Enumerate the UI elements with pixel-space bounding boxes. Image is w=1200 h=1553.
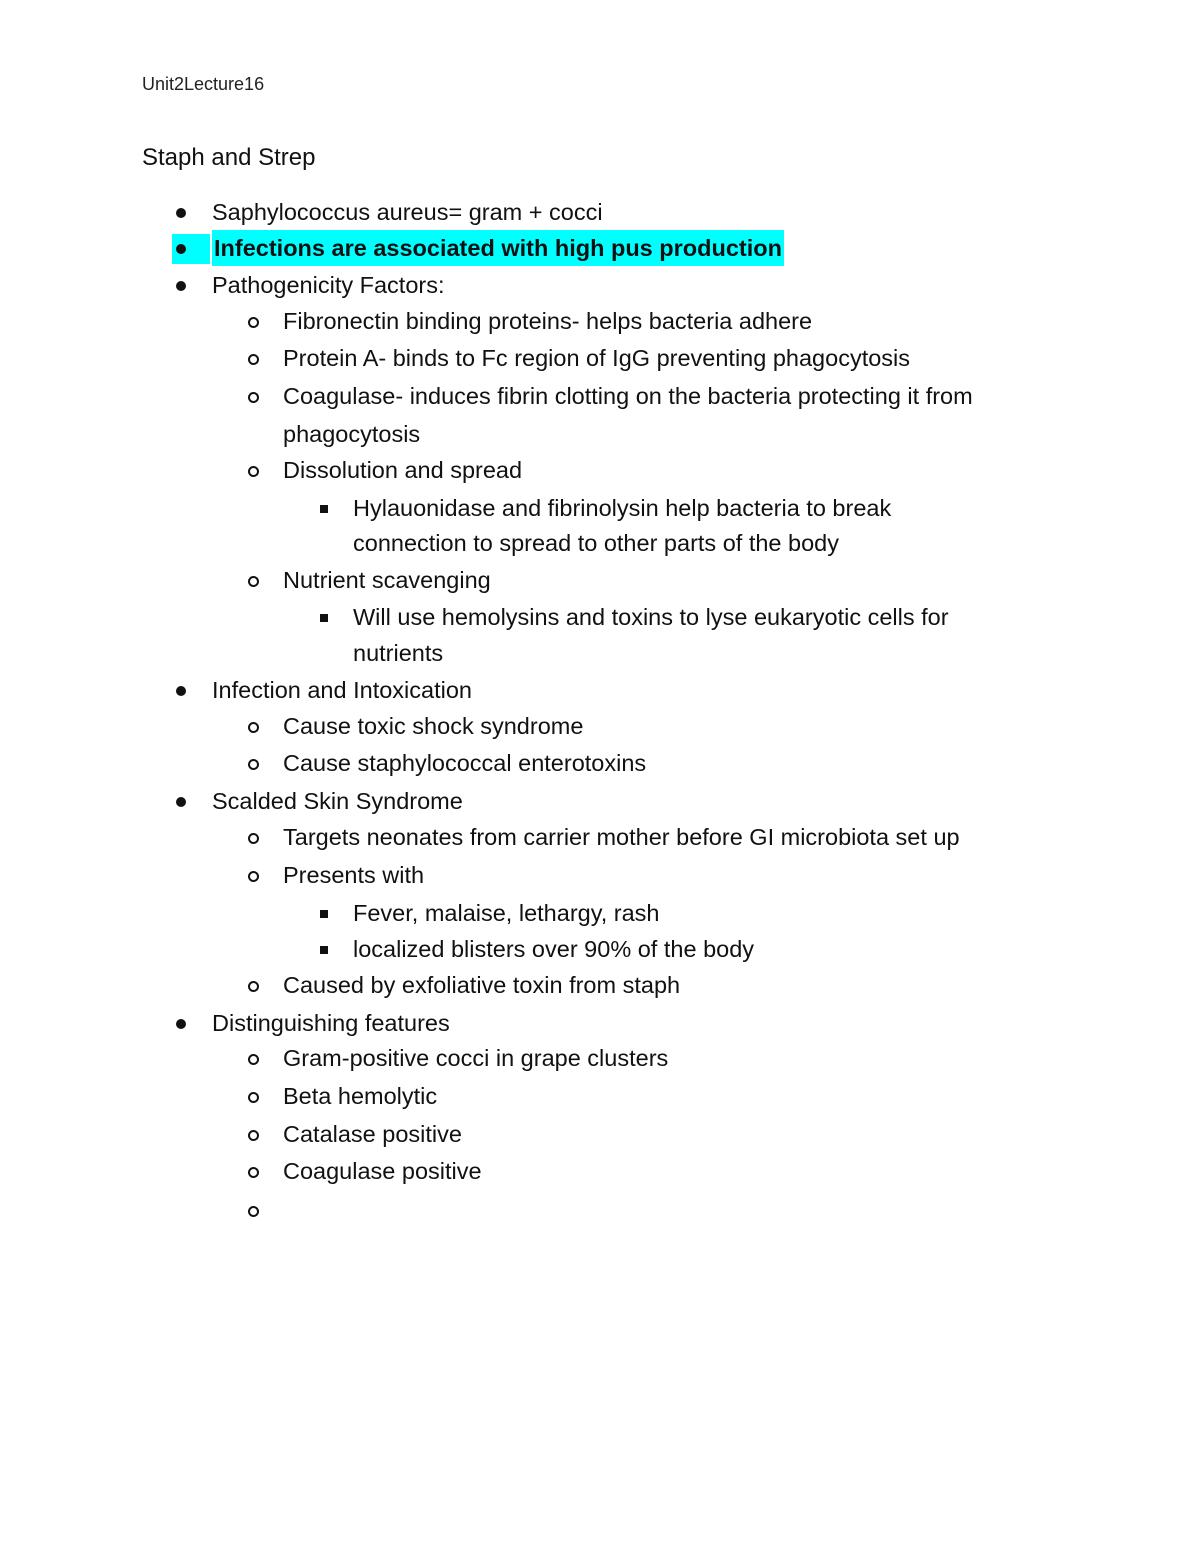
list-item [283, 857, 424, 893]
list-item-text: Catalase positive [283, 1121, 462, 1147]
highlighted-item-text: Infections are associated with high pus production [212, 230, 784, 266]
bullet-circle-icon [248, 1130, 259, 1141]
bullet-dot-icon [176, 244, 186, 254]
list-item [283, 452, 522, 488]
bullet-square-icon [320, 946, 328, 954]
list-item-text: Scalded Skin Syndrome [212, 788, 463, 814]
list-item [283, 1116, 462, 1152]
list-item-text: Caused by exfoliative toxin from staph [283, 972, 681, 998]
list-item-text: Presents with [283, 862, 425, 888]
list-item-text: Protein A- binds to Fc region of IgG preventing phagocytosis [283, 345, 911, 371]
list-item [283, 303, 812, 339]
bullet-circle-icon [248, 871, 259, 882]
list-item [283, 1078, 437, 1114]
list-item [283, 708, 583, 744]
section-title: Staph and Strep [142, 144, 316, 171]
list-item [212, 783, 463, 819]
bullet-circle-icon [248, 466, 259, 477]
list-item-text: Nutrient scavenging [283, 567, 491, 593]
list-item [283, 562, 491, 598]
list-item-text: Fibronectin binding proteins- helps bacteria adhere [283, 308, 813, 334]
list-item-text: Beta hemolytic [283, 1083, 438, 1109]
list-item-text: Pathogenicity Factors: [212, 272, 445, 298]
list-item-text: Targets neonates from carrier mother before GI microbiota set up [283, 824, 960, 850]
list-item-text: Cause toxic shock syndrome [283, 713, 584, 739]
bullet-circle-icon [248, 576, 259, 587]
list-item [212, 194, 603, 230]
list-item [212, 672, 472, 708]
list-item-text: nutrients [353, 640, 444, 666]
page-header: Unit2Lecture16 [142, 74, 265, 94]
list-item [353, 599, 949, 635]
list-item-continuation [283, 416, 420, 452]
list-item-text: Fever, malaise, lethargy, rash [353, 900, 660, 926]
bullet-dot-icon [176, 281, 186, 291]
list-item [283, 340, 910, 376]
bullet-circle-icon [248, 1054, 259, 1065]
bullet-circle-icon [248, 1092, 259, 1103]
bullet-circle-icon [248, 354, 259, 365]
bullet-dot-icon [176, 797, 186, 807]
list-item [212, 230, 784, 266]
bullet-dot-icon [176, 1019, 186, 1029]
list-item-text: Will use hemolysins and toxins to lyse eukaryotic cells for [353, 604, 949, 630]
list-item-continuation [353, 525, 839, 561]
list-item [212, 1005, 450, 1041]
bullet-circle-icon [248, 833, 259, 844]
list-item-text: connection to spread to other parts of the body [353, 530, 839, 556]
bullet-circle-icon [248, 1167, 259, 1178]
list-item [353, 895, 660, 931]
bullet-square-icon [320, 505, 328, 513]
list-item-text: Saphylococcus aureus= gram + cocci [212, 199, 603, 225]
list-item [353, 490, 891, 526]
list-item-text: Cause staphylococcal enterotoxins [283, 750, 647, 776]
list-item-text: localized blisters over 90% of the body [353, 936, 755, 962]
bullet-circle-icon [248, 392, 259, 403]
list-item [212, 267, 445, 303]
list-item-continuation [353, 635, 443, 671]
list-item-text: Gram-positive cocci in grape clusters [283, 1045, 669, 1071]
bullet-dot-icon [176, 686, 186, 696]
list-item-text: Infection and Intoxication [212, 677, 472, 703]
list-item [283, 1040, 668, 1076]
bullet-circle-icon [248, 981, 259, 992]
bullet-dot-icon [176, 208, 186, 218]
list-item-text: Coagulase positive [283, 1158, 482, 1184]
bullet-square-icon [320, 614, 328, 622]
list-item [353, 931, 754, 967]
bullet-circle-icon [248, 1206, 259, 1217]
bullet-square-icon [320, 910, 328, 918]
list-item-text: phagocytosis [283, 421, 421, 447]
bullet-circle-icon [248, 759, 259, 770]
list-item-text: Hylauonidase and fibrinolysin help bacteria to break [353, 495, 892, 521]
list-item [283, 378, 973, 414]
list-item [283, 1153, 482, 1189]
list-item-text: Dissolution and spread [283, 457, 523, 483]
list-item-text: Distinguishing features [212, 1010, 450, 1036]
list-item [283, 745, 646, 781]
bullet-circle-icon [248, 722, 259, 733]
list-item [283, 819, 960, 855]
list-item [283, 967, 680, 1003]
bullet-circle-icon [248, 317, 259, 328]
list-item-text: Coagulase- induces fibrin clotting on the bacteria protecting it from [283, 383, 973, 409]
